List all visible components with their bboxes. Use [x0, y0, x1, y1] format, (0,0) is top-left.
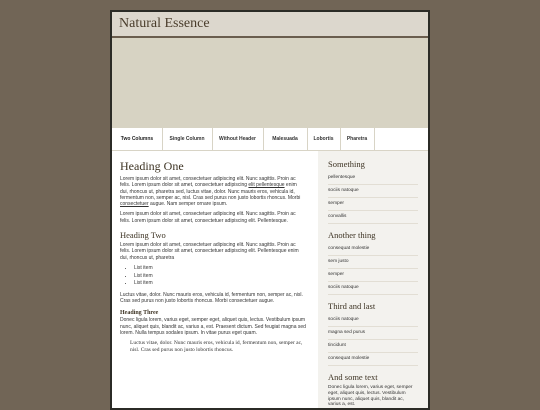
sidebar-link[interactable]: sem justo: [328, 256, 418, 269]
sidebar-link[interactable]: pellentesque: [328, 172, 418, 185]
page-frame: [110, 10, 430, 410]
bullet-list: [120, 265, 306, 288]
heading-three: Heading Three: [120, 310, 159, 317]
page-container: [112, 12, 428, 408]
main-column: [120, 159, 306, 353]
sidebar-text: Donec ligula lorem, varius eget, semper eget, aliquet quis, lectus. Vestibulum ipsum nunc, aliquet quis, blandit ac, varius a, est.: [328, 385, 413, 408]
paragraph: Lorem ipsum dolor sit amet, consectetuer adipiscing elit. Nunc sagittis. Proin ac felis. Lorem ipsum dolor sit amet, consectetuer adipiscing elit. Pellentesque enim dui, rhoncus ut, pharetra: [120, 242, 299, 261]
sidebar-list: [328, 314, 418, 366]
paragraph: Luctus vitae, dolor. Nunc mauris eros, vehicula id, fermentum non, semper ac, nisl. Cras sed purus non justo lobortis rhoncus. Morbi consectetuer augue.: [120, 291, 303, 305]
content-area: [112, 151, 428, 408]
site-title[interactable]: Natural Essence: [119, 16, 210, 31]
nav-item-pharetra[interactable]: Pharetra: [340, 128, 375, 150]
sidebar-heading-third-and-last: Third and last: [328, 301, 376, 311]
list-item: • List item: [134, 265, 306, 273]
header-banner: [112, 38, 428, 128]
sidebar: [318, 151, 428, 408]
inline-link[interactable]: consectetuer: [120, 201, 149, 208]
sidebar-heading-something: Something: [328, 159, 365, 169]
sidebar-link[interactable]: convallis: [328, 211, 418, 224]
sidebar-heading-another-thing: Another thing: [328, 230, 376, 240]
nav-item-two-columns[interactable]: Two Columns: [112, 128, 163, 150]
sidebar-link[interactable]: consequat molestie: [328, 243, 418, 256]
sidebar-link[interactable]: consequat molestie: [328, 353, 418, 366]
sidebar-list: [328, 243, 418, 295]
paragraph: Lorem ipsum dolor sit amet, consectetuer adipiscing elit. Nunc sagittis. Proin ac felis. Lorem ipsum dolor sit amet, consectetuer adipiscing elit. Pellentesque.: [120, 211, 296, 224]
heading-one: Heading One: [120, 159, 184, 173]
sidebar-link[interactable]: tincidunt: [328, 340, 418, 353]
sidebar-link[interactable]: sociis natoque: [328, 185, 418, 198]
nav-item-without-header[interactable]: Without Header: [212, 128, 264, 150]
paragraph: Lorem ipsum dolor sit amet, consectetuer adipiscing elit. Nunc sagittis. Proin ac felis. Lorem ipsum dolor sit amet, consectetuer adipiscing elit pellentesque enim dui, rhoncus ut, pharetra sed, luctus vitae, dolor. Nunc mauris eros, vehicula id, fermentum non, semper ac, nisl. Cras sed purus non justo lobortis rhoncus. Morbi consectetuer augue. Nam semper ornare ipsum.: [120, 176, 301, 208]
sidebar-link[interactable]: semper: [328, 198, 418, 211]
sidebar-list: [328, 172, 418, 224]
header: [112, 12, 428, 38]
main-nav: [112, 128, 428, 151]
sidebar-link[interactable]: sociis natoque: [328, 314, 418, 327]
list-item: • List item: [134, 280, 306, 288]
blockquote: Luctus vitae, dolor. Nunc mauris eros, vehicula id, fermentum non, semper ac, nisl. Cras sed purus non justo lobortis rhoncus.: [130, 340, 303, 353]
sidebar-link[interactable]: sociis natoque: [328, 282, 418, 295]
nav-item-malesuada[interactable]: Malesuada: [263, 128, 308, 150]
inline-link[interactable]: elit pellentesque: [248, 182, 285, 189]
sidebar-link[interactable]: semper: [328, 269, 418, 282]
paragraph: Donec ligula lorem, varius eget, semper eget, aliquet quis, lectus. Vestibulum ipsum nunc, aliquet quis, blandit ac, varius a, est. Praesent dictum. Sed feugiat magna sed lorem. Nulla tempus sodales ipsum. In vitae purus eget quam.: [120, 317, 306, 336]
sidebar-link[interactable]: magna sed purus: [328, 327, 418, 340]
heading-two: Heading Two: [120, 230, 166, 241]
sidebar-heading-and-some-text: And some text: [328, 372, 378, 382]
list-item: • List item: [134, 273, 306, 281]
nav-item-single-column[interactable]: Single Column: [162, 128, 213, 150]
nav-item-lobortis[interactable]: Lobortis: [307, 128, 341, 150]
sidebar-content: [328, 159, 418, 408]
